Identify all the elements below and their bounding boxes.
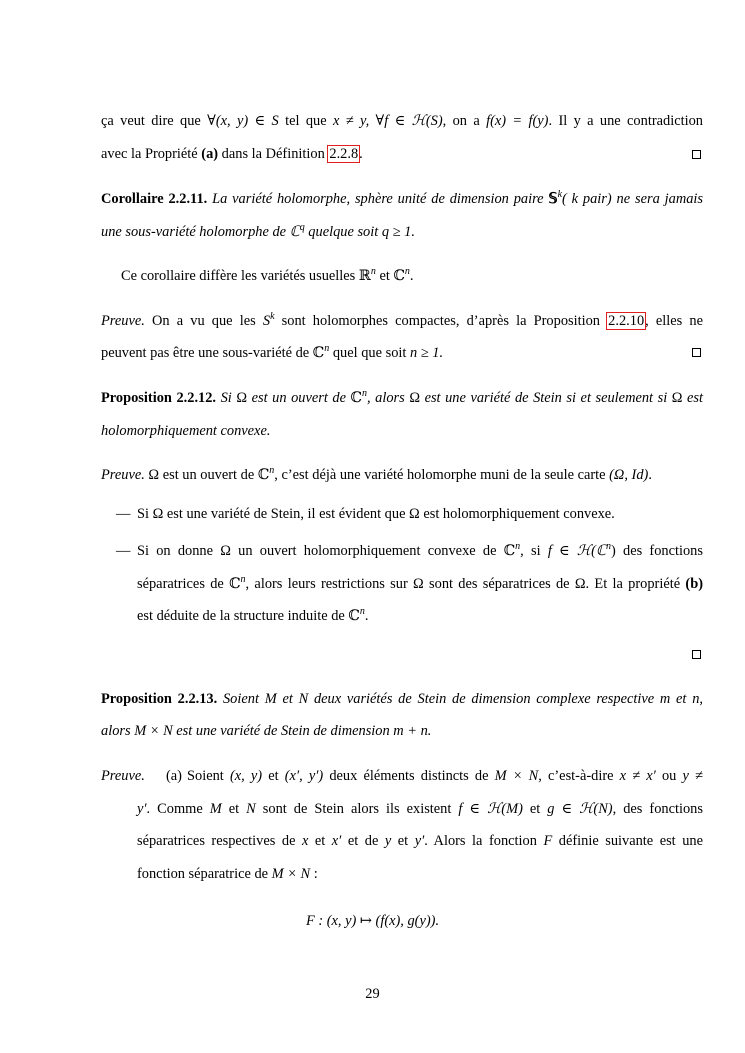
math: f(x) = f(y) <box>486 113 549 129</box>
corollary-heading: Corollaire 2.2.11. La variété holomorphe, sphère unité de dimension paire 𝕊$^k$( k pair) ne sera jamais <box>101 189 704 207</box>
math: ∀(x, y) ∈ S <box>207 113 279 129</box>
list-marker: (a) <box>166 768 182 784</box>
text-line: Soient (x, y) et (x′, y′) deux éléments distincts de M × N, c’est-à-dire x ≠ x′ ou y ≠ <box>187 768 703 784</box>
text-line: ça veut dire que ∀(x, y) ∈ S tel que x ≠ y, ∀f ∈ ℋ(S), on a f(x) = f(y). Il y a une contradiction <box>101 113 703 129</box>
proposition-label: Proposition 2.2.12. <box>101 390 217 406</box>
display-formula: F : (x, y) ↦ (f(x), g(y)). <box>305 913 440 929</box>
list-item: Si Ω est une variété de Stein, il est évident que Ω est holomorphiquement convexe. <box>137 506 615 522</box>
text-line: une sous-variété holomorphe de ℂ$^q$ quelque soit q ≥ 1. <box>101 222 415 240</box>
proposition-heading: Proposition 2.2.13. Soient M et N deux variétés de Stein de dimension complexe respective m et n, <box>101 691 703 707</box>
proof-label: Preuve. <box>101 768 145 784</box>
proof-label-line <box>101 767 145 785</box>
list-bullet: — <box>116 506 131 522</box>
proposition-label: Proposition 2.2.13. <box>101 691 218 707</box>
text-line: séparatrices respectives de x et x′ et de y et y′. Alors la fonction F définie suivante est une <box>137 833 703 849</box>
proof-line: Preuve. Ω est un ouvert de ℂ$^n$, c’est déjà une variété holomorphe muni de la seule carte (Ω, Id). <box>101 465 652 483</box>
text-line: peuvent pas être une sous-variété de ℂ$^n$ quel que soit n ≥ 1. <box>101 343 444 361</box>
proposition-heading: Proposition 2.2.12. Si Ω est un ouvert de ℂ$^n$, alors Ω est une variété de Stein si et seulement si Ω est <box>101 388 703 406</box>
page-number: 29 <box>365 986 380 1002</box>
proof-label: Preuve. <box>101 467 145 483</box>
text-line: Ce corollaire diffère les variétés usuelles ℝ$^n$ et ℂ$^n$. <box>121 266 414 284</box>
reference-link-2-2-8[interactable]: 2.2.8 <box>329 146 359 162</box>
list-item: Si on donne Ω un ouvert holomorphiquement convexe de ℂ$^n$, si f ∈ ℋ(ℂ$^n$) des fonctions <box>137 541 703 559</box>
text-line: fonction séparatrice de M × N : <box>137 866 318 882</box>
qed-symbol <box>692 650 701 659</box>
text-line: alors M × N est une variété de Stein de dimension m + n. <box>101 723 432 739</box>
proof-label: Preuve. <box>101 313 145 329</box>
reference-link-2-2-10[interactable]: 2.2.10 <box>608 313 645 329</box>
corollary-label: Corollaire 2.2.11. <box>101 191 208 207</box>
text-line: est déduite de la structure induite de ℂ$^n$. <box>137 606 369 624</box>
proof-line: Preuve. On a vu que les $S^k$ sont holomorphes compactes, d’après la Proposition 2.2.10, elles ne <box>101 311 703 329</box>
list-bullet: — <box>116 543 131 559</box>
text-line: holomorphiquement convexe. <box>101 423 271 439</box>
qed-symbol <box>692 150 701 159</box>
qed-symbol <box>692 348 701 357</box>
math: x ≠ y, ∀f ∈ ℋ(S) <box>332 113 443 129</box>
text-line: séparatrices de ℂ$^n$, alors leurs restrictions sur Ω sont des séparatrices de Ω. Et la propriété (b) <box>137 574 703 592</box>
text-line: avec la Propriété (a) dans la Définition 2.2.8. <box>101 146 363 162</box>
text-line: y′. Comme M et N sont de Stein alors ils existent f ∈ ℋ(M) et g ∈ ℋ(N), des fonctions <box>137 801 703 817</box>
